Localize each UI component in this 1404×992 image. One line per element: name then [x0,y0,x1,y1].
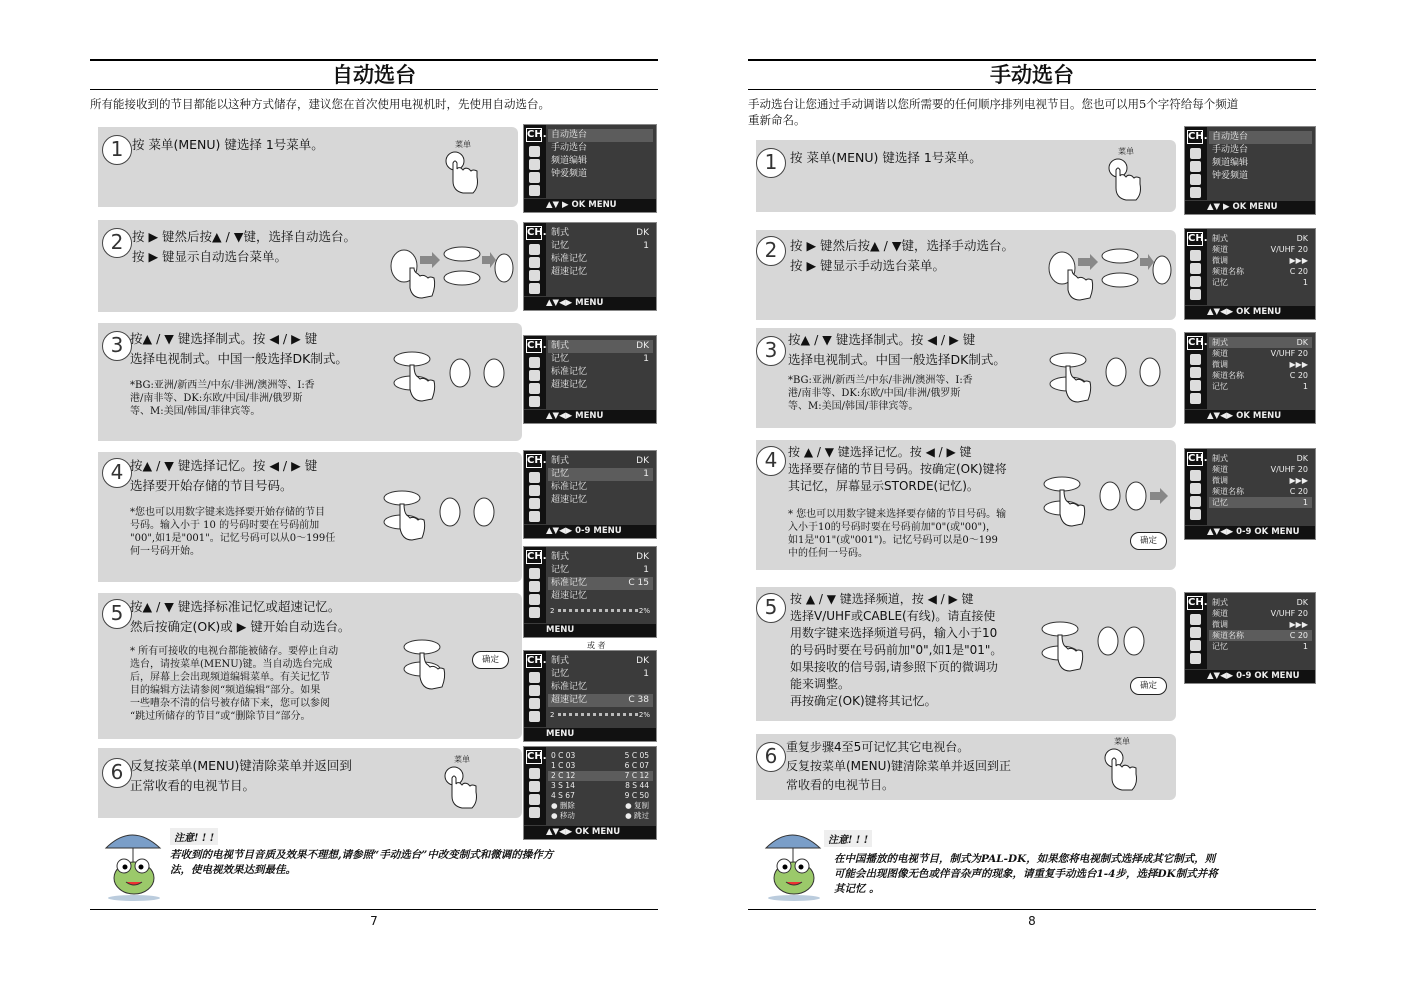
remote-diagram [398,637,468,693]
step-number: 2 [756,236,786,266]
intro-text: 所有能接收到的节目都能以这种方式储存，建议您在首次使用电视机时，先使用自动选台。 [90,97,550,111]
step-4: 4 按▲ / ▼ 键选择记忆。按 ◀ / ▶ 键 选择要开始存储的节目号码。 *您也可以用数字键来选择要开始存储的节目 号码。输入小于 10 的号码时要在号码前加 "00",如1是"001"。记忆号码可以从0～199任 何一号码开始。 [98,452,522,582]
or-label: 或 者 [587,641,606,650]
osd-menu-3: CH. 制式 DK 频道 V/UHF 20 微调 ▶▶▶ 频道名称 C 20 记忆 1 ▲▼◀▶ OK MENU [1184,332,1316,424]
step-number: 5 [102,599,132,629]
page-number: 7 [370,914,378,928]
page-left: 自动选台 所有能接收到的节目都能以这种方式储存，建议您在首次使用电视机时，先使用自动选台。 1 按 菜单(MENU) 键选择 1号菜单。 菜单 CH. 自动选台 手动选台 频道编辑 钟爱频道 ▲▼ ▶ OK MENU 2 按 ▶ 键然后按▲ / ▼键，选择自动选台。 按 ▶ 键显示自动选台菜单。 CH. 制式 DK 记忆 1 标准记忆 超速记忆 ▲▼◀▶ MENU 3 按▲ / ▼ 键选择制式。按 ◀ / ▶ 键 选择电视制式。中国一般选择DK制式。 *BG:亚洲/新西兰/中东/非洲/澳洲等、I:香 港/南非等、DK:东欧/中国/非洲/俄罗斯 等、M:美国/韩国/菲律宾等。 CH. 制式 DK 记忆 1 标准记忆 超速记忆 ▲▼◀▶ MENU 4 按▲ / ▼ 键选择记忆。按 ◀ / ▶ 键 选择要开始存储的节目号码。 *您也可以用数字键来选择要开始存储的节目 号码。输入小于 10 的号码时要在号码前加 "00",如1是"001"。记忆号码可以从0～199任 何一号码开始。 CH. 制式 DK 记忆 1 标准记忆 超速记忆 ▲▼◀▶ 0-9 MENU CH. 制式 DK 记忆 1 标准记忆 C 15 超速记忆 2 2% MENU 或 者 5 按▲ / ▼ 键选择标准记忆或超速记忆。 然后按确定(OK)或 ▶ 键开始自动选台。 * 所有可接收的电视台都能被储存。要停止自动 选台，请按菜单(MENU)键。当自动选台完成 后，屏幕上会出现频道编辑菜单。有关记忆节 目的编辑方法请参阅“频道编辑”部分。如果 一些嘈杂不清的信号被存储下来，您可以参阅 “跳过所储存的节目”或“删除节目”部分。 确定 CH. 制式 DK 记忆 1 标准记忆 超速记忆 C 38 2 2% MENU 6 反复按菜单(MENU)键清除菜单并返回到 正常收看的电视节目。 菜单 CH. 0 C 03 5 C 05 1 C 03 6 C 07 2 C 12 7 C 12 3 S 14 8 S 44 4 S 67 9 C 50 ● 删除 ● 复制 ● 移动 ● 跳过 ▲▼◀▶ OK MENU 注意! ! ! 若收到的电视节目音质及效果不理想,请参照“手动选台”中改变制式和微调的操作方 法，使电视效果达到最佳。 7 [90,0,658,992]
step-text: 按 菜单(MENU) 键选择 1号菜单。 [132,137,324,152]
osd-menu-1: CH. 自动选台 手动选台 频道编辑 钟爱频道 ▲▼ ▶ OK MENU [523,124,657,213]
remote-diagram [1038,619,1164,679]
page-number: 8 [1028,914,1036,928]
menu-button: 菜单 [1102,736,1142,795]
hand-press-icon [1102,748,1142,792]
menu-button: 菜单 [443,139,483,198]
title-rule [90,89,658,90]
osd-menu-7: CH. 0 C 03 5 C 05 1 C 03 6 C 07 2 C 12 7 C 12 3 S 14 8 S 44 4 S 67 9 C 50 ● 删除 ● 复制 ● 移动 ● 跳过 ▲▼◀▶ OK MENU [523,746,657,840]
note-label: 注意! ! ! [170,828,218,845]
menu-button: 菜单 [1106,146,1146,205]
remote-diagram [1040,474,1180,534]
bottom-rule [748,909,1316,910]
ok-button: 确定 [472,651,509,669]
step-5: 5 按▲ / ▼ 键选择标准记忆或超速记忆。 然后按确定(OK)或 ▶ 键开始自动选台。 * 所有可接收的电视台都能被储存。要停止自动 选台，请按菜单(MENU)键。当自动选台完成 后，屏幕上会出现频道编辑菜单。有关记忆节 目的编辑方法请参阅“频道编辑”部分。如果 一些嘈杂不清的信号被存储下来，您可以参阅 “跳过所储存的节目”或“删除节目”部分。 确定 [98,593,522,739]
step-number: 1 [756,148,786,178]
step-1 [98,127,518,207]
step-2: 2 按 ▶ 键然后按▲ / ▼键，选择手动选台。 按 ▶ 键显示手动选台菜单。 [756,230,1176,320]
osd-menu-5: CH. 制式 DK 记忆 1 标准记忆 C 15 超速记忆 2 2% MENU [523,546,657,638]
title-rule [748,89,1316,90]
frog-umbrella-icon [762,826,826,902]
osd-menu-5: CH. 制式 DK 频道 V/UHF 20 微调 ▶▶▶ 频道名称 C 20 记忆 1 ▲▼◀▶ 0-9 OK MENU [1184,592,1316,684]
step-number: 2 [102,228,132,258]
ok-button: 确定 [1130,532,1167,550]
note-label: 注意! ! ! [824,830,872,847]
step-1: 1 按 菜单(MENU) 键选择 1号菜单。 菜单 [756,140,1176,212]
page-title: 手动选台 [990,63,1074,87]
step-number: 6 [756,742,786,772]
step-number: 6 [102,758,132,788]
osd-menu-3: CH. 制式 DK 记忆 1 标准记忆 超速记忆 ▲▼◀▶ MENU [523,335,657,424]
osd-menu-1: CH. 自动选台 手动选台 频道编辑 钟爱频道 ▲▼ ▶ OK MENU [1184,126,1316,215]
page-title: 自动选台 [332,63,416,87]
remote-diagram [1046,350,1172,410]
step-number: 4 [102,458,132,488]
step-number: 1 [102,135,132,165]
step-3: 3 按▲ / ▼ 键选择制式。按 ◀ / ▶ 键 选择电视制式。中国一般选择DK制式。 *BG:亚洲/新西兰/中东/非洲/澳洲等、I:香 港/南非等、DK:东欧/中国/非洲/俄罗斯 等、M:美国/韩国/菲律宾等。 [756,328,1176,428]
intro-text: 手动选台让您通过手动调谐以您所需要的任何顺序排列电视节目。您也可以用5个字符给每个频道 重新命名。 [748,97,1239,127]
step-number: 3 [756,336,786,366]
step-6: 6 反复按菜单(MENU)键清除菜单并返回到 正常收看的电视节目。 菜单 [98,748,522,818]
bottom-rule [90,909,658,910]
step-2: 2 按 ▶ 键然后按▲ / ▼键，选择自动选台。 按 ▶ 键显示自动选台菜单。 [98,220,518,312]
ok-button: 确定 [1130,677,1167,695]
step-5: 5 按 ▲ / ▼ 键选择频道，按 ◀ / ▶ 键 选择V/UHF或CABLE(有线)。请直接使 用数字键来选择频道号码，输入小于10 的号码时要在号码前加"0",如1是"01"。 如果接收的信号弱,请参照下页的微调功 能来调整。 再按确定(OK)键将其记忆。 确定 [756,587,1176,721]
step-number: 3 [102,331,132,361]
step-6: 6 重复步骤4至5可记忆其它电视台。 反复按菜单(MENU)键清除菜单并返回到正 常收看的电视节目。 菜单 [756,734,1176,800]
osd-menu-2: CH. 制式 DK 频道 V/UHF 20 微调 ▶▶▶ 频道名称 C 20 记忆 1 ▲▼◀▶ OK MENU [1184,228,1316,320]
step-number: 5 [756,593,786,623]
osd-menu-4: CH. 制式 DK 记忆 1 标准记忆 超速记忆 ▲▼◀▶ 0-9 MENU [523,450,657,539]
osd-menu-4: CH. 制式 DK 频道 V/UHF 20 微调 ▶▶▶ 频道名称 C 20 记忆 1 ▲▼◀▶ 0-9 OK MENU [1184,448,1316,540]
step-number: 4 [756,446,786,476]
osd-menu-6: CH. 制式 DK 记忆 1 标准记忆 超速记忆 C 38 2 2% MENU [523,650,657,742]
step-4: 4 按 ▲ / ▼ 键选择记忆。按 ◀ / ▶ 键 选择要存储的节目号码。按确定(OK)键将 其记忆，屏幕显示STORDE(记忆)。 * 您也可以用数字键来选择要存储的节目号码。输 入小于10的号码时要在号码前加"0"(或"00")， 如1是"01"(或"001")。记忆号码可以是0～199 中的任何一号码。 确定 [756,440,1176,570]
remote-diagram [390,349,516,409]
page-right: 手动选台 手动选台让您通过手动调谐以您所需要的任何顺序排列电视节目。您也可以用5个字符给每个频道 重新命名。 1 按 菜单(MENU) 键选择 1号菜单。 菜单 CH. 自动选台 手动选台 频道编辑 钟爱频道 ▲▼ ▶ OK MENU 2 按 ▶ 键然后按▲ / ▼键，选择手动选台。 按 ▶ 键显示手动选台菜单。 CH. 制式 DK 频道 V/UHF 20 微调 ▶▶▶ 频道名称 C 20 记忆 1 ▲▼◀▶ OK MENU 3 按▲ / ▼ 键选择制式。按 ◀ / ▶ 键 选择电视制式。中国一般选择DK制式。 *BG:亚洲/新西兰/中东/非洲/澳洲等、I:香 港/南非等、DK:东欧/中国/非洲/俄罗斯 等、M:美国/韩国/菲律宾等。 CH. 制式 DK 频道 V/UHF 20 微调 ▶▶▶ 频道名称 C 20 记忆 1 ▲▼◀▶ OK MENU 4 按 ▲ / ▼ 键选择记忆。按 ◀ / ▶ 键 选择要存储的节目号码。按确定(OK)键将 其记忆，屏幕显示STORDE(记忆)。 * 您也可以用数字键来选择要存储的节目号码。输 入小于10的号码时要在号码前加"0"(或"00")， 如1是"01"(或"001")。记忆号码可以是0～199 中的任何一号码。 确定 CH. 制式 DK 频道 V/UHF 20 微调 ▶▶▶ 频道名称 C 20 记忆 1 ▲▼◀▶ 0-9 OK MENU 5 按 ▲ / ▼ 键选择频道，按 ◀ / ▶ 键 选择V/UHF或CABLE(有线)。请直接使 用数字键来选择频道号码，输入小于10 的号码时要在号码前加"0",如1是"01"。 如果接收的信号弱,请参照下页的微调功 能来调整。 再按确定(OK)键将其记忆。 确定 CH. 制式 DK 频道 V/UHF 20 微调 ▶▶▶ 频道名称 C 20 记忆 1 ▲▼◀▶ 0-9 OK MENU 6 重复步骤4至5可记忆其它电视台。 反复按菜单(MENU)键清除菜单并返回到正 常收看的电视节目。 菜单 注意! ! ! 在中国播放的电视节目，制式为PAL-DK，如果您将电视制式选择成其它制式，则 可能会出现图像无色或伴音杂声的现象，请重复手动选台1-4步，选择DK制式并将 其记忆 。 8 [748,0,1316,992]
remote-diagram [388,238,514,302]
frog-umbrella-icon [102,826,166,902]
hand-press-icon [443,151,483,195]
remote-diagram [380,488,506,548]
hand-press-icon [1106,158,1146,202]
osd-menu-2: CH. 制式 DK 记忆 1 标准记忆 超速记忆 ▲▼◀▶ MENU [523,222,657,311]
remote-diagram [1046,240,1172,304]
hand-press-icon [442,766,482,810]
step-3: 3 按▲ / ▼ 键选择制式。按 ◀ / ▶ 键 选择电视制式。中国一般选择DK制式。 *BG:亚洲/新西兰/中东/非洲/澳洲等、I:香 港/南非等、DK:东欧/中国/非洲/俄罗斯 等、M:美国/韩国/菲律宾等。 [98,323,522,441]
menu-button: 菜单 [442,754,482,813]
